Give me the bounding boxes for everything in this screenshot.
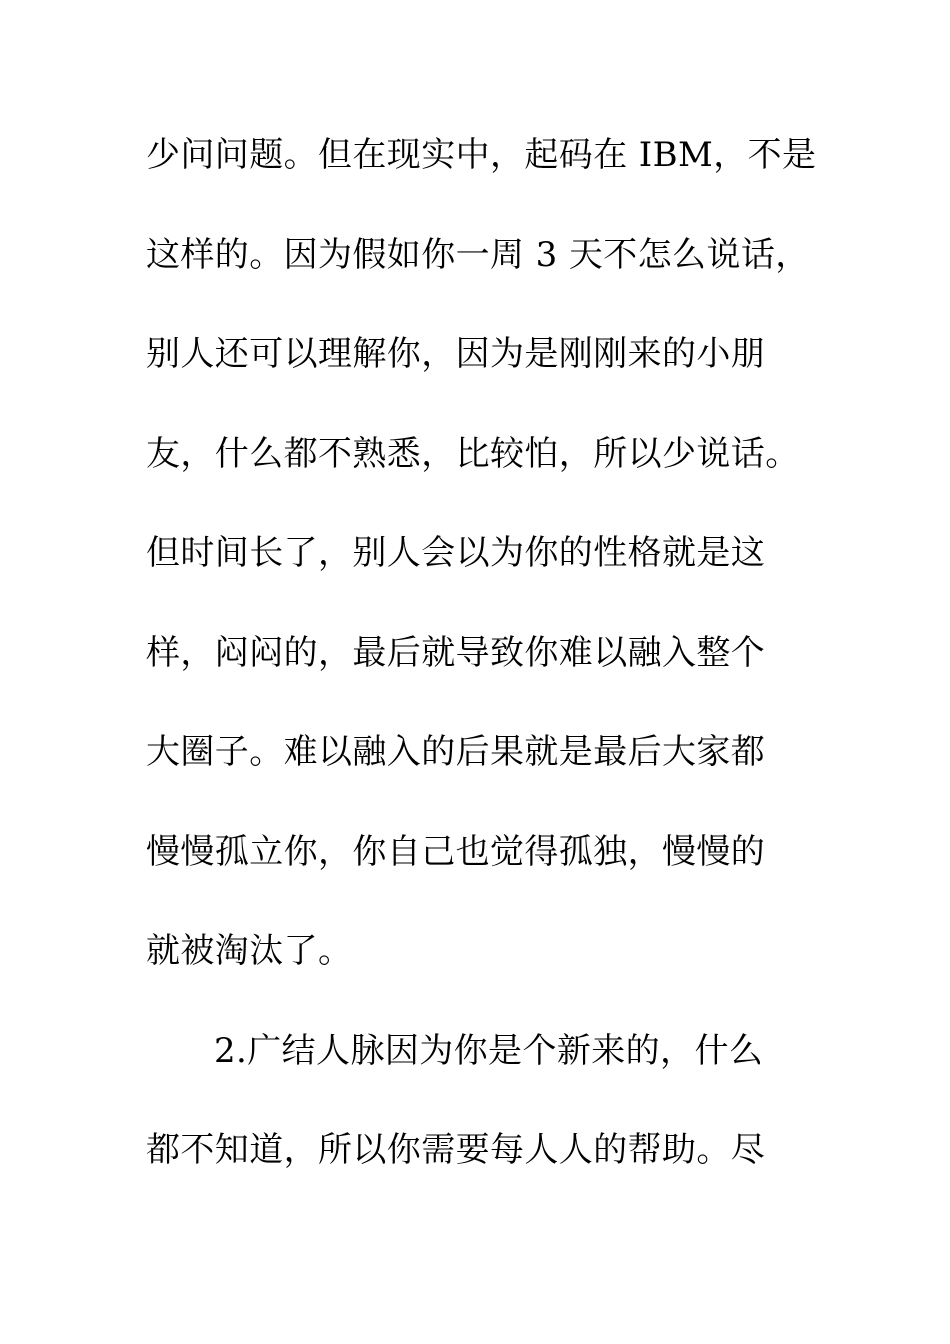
numbered-paragraph-line: 2.广结人脉因为你是个新来的，什么 (214, 1030, 764, 1071)
text-line: 都不知道，所以你需要每人人的帮助。尽 (146, 1130, 766, 1170)
text-line: 就被淘汰了。 (146, 931, 353, 971)
text-line: 少问问题。但在现实中，起码在 IBM，不是 (146, 135, 817, 175)
text-line: 别人还可以理解你，因为是刚刚来的小朋 (146, 334, 766, 374)
body-text (146, 126, 826, 1221)
text-line: 样，闷闷的，最后就导致你难以融入整个 (146, 632, 766, 673)
text-line: 友，什么都不熟悉，比较怕，所以少说话。 (146, 433, 800, 474)
text-line: 这样的。因为假如你一周 3 天不怎么说话， (146, 234, 810, 275)
text-line: 慢慢孤立你，你自己也觉得孤独，慢慢的 (146, 831, 766, 872)
text-line: 但时间长了，别人会以为你的性格就是这 (146, 533, 766, 573)
text-line: 大圈子。难以融入的后果就是最后大家都 (146, 732, 766, 772)
